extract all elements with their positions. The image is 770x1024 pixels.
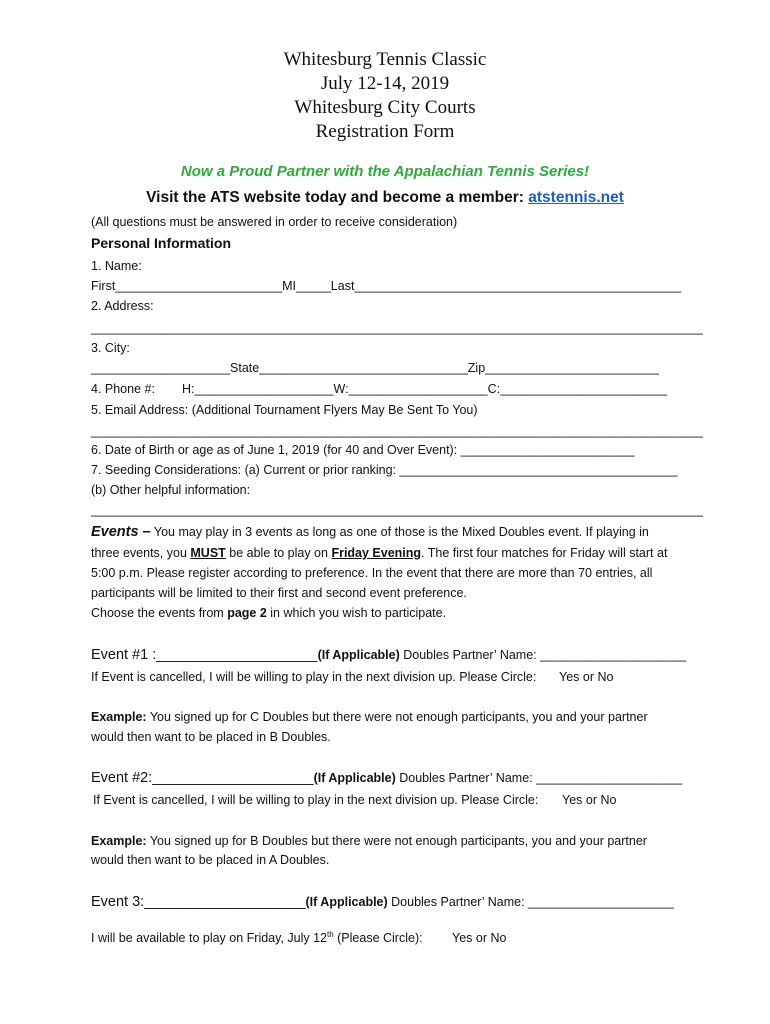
form-title-line-2: July 12-14, 2019 [320,73,450,94]
event-3-label: Event 3:____________________ [91,894,306,910]
example-label: Example: [91,834,147,848]
if-applicable-label: (If Applicable) [317,648,400,662]
phone-label: 4. Phone #: [91,382,155,396]
ats-website-link[interactable]: atstennis.net [528,189,624,206]
example-text: You signed up for B Doubles but there were not enough participants, you and your partner [146,834,647,848]
partner-announcement: Now a Proud Partner with the Appalachian Tennis Series! [180,163,590,180]
friday-text: I will be available to play on Friday, July 12 [91,931,327,945]
other-info-field-line[interactable]: ________________________________________________________________________________________ [91,503,703,517]
event-2-cancel-line [93,792,538,808]
events-para-line-2 [91,545,667,561]
friday-text: (Please Circle): [333,931,423,945]
email-field-line[interactable]: ________________________________________________________________________________________ [91,424,703,438]
name-label: 1. Name: [91,259,142,273]
address-label: 2. Address: [91,299,154,313]
events-heading: Events – [91,524,151,540]
events-para-line-3: 5:00 p.m. Please register according to preference. In the event that there are more than 70 entries, all [91,566,653,580]
city-state-zip-line[interactable]: ____________________State______________________________Zip_________________________ [91,361,659,375]
phone-field-line[interactable]: H:____________________W:____________________C:________________________ [182,382,667,396]
example-text: You signed up for C Doubles but there were not enough participants, you and your partner [146,710,648,724]
cancel-text: If Event is cancelled, I will be willing to play in the next division up. Please Circle: [93,793,539,807]
events-para-line-5 [91,605,446,621]
events-intro: You may play in 3 events as long as one of those is the Mixed Doubles event. If playing in [153,525,649,539]
partner-name-field[interactable]: Doubles Partner’ Name: _____________________ [387,895,674,909]
events-text: in which you wish to participate. [266,606,447,620]
visit-ats-line [0,189,770,207]
answer-note: (All questions must be answered in order to receive consideration) [91,215,458,229]
page-2-emphasis: page 2 [227,606,267,620]
event-1-yes-no[interactable]: Yes or No [559,670,614,684]
event-1-line[interactable] [91,647,686,663]
name-field-line[interactable]: First________________________MI_____Last_______________________________________________ [91,279,682,293]
partner-name-field[interactable]: Doubles Partner’ Name: _____________________ [399,648,687,662]
address-field-line[interactable]: ________________________________________________________________________________________ [91,321,703,335]
events-text: be able to play on [225,546,332,560]
dob-field-line[interactable]: 6. Date of Birth or age as of June 1, 2019 (for 40 and Over Event): _________________________ [91,443,635,457]
partner-name-field[interactable]: Doubles Partner’ Name: _____________________ [395,771,683,785]
events-para-line-1 [91,524,649,540]
other-info-label: (b) Other helpful information: [91,483,251,497]
example-2-line-1 [91,833,647,849]
friday-availability-line [91,930,423,946]
personal-info-heading: Personal Information [91,235,232,251]
event-2-yes-no[interactable]: Yes or No [562,793,617,807]
seeding-field-line[interactable]: 7. Seeding Considerations: (a) Current or prior ranking: ________________________________________ [91,463,678,477]
friday-evening-emphasis: Friday Evening [331,546,422,560]
date-suffix: th [327,929,334,939]
example-1-line-1 [91,709,648,725]
cancel-text: If Event is cancelled, I will be willing to play in the next division up. Please Circle: [91,670,537,684]
events-text: Choose the events from [91,606,228,620]
form-title-line-3: Whitesburg City Courts [294,97,476,118]
example-1-line-2: would then want to be placed in B Doubles. [91,730,331,744]
example-2-line-2: would then want to be placed in A Doubles. [91,853,330,867]
events-para-line-4: participants will be limited to their first and second event preference. [91,586,467,600]
event-1-cancel-line [91,669,536,685]
example-label: Example: [91,710,147,724]
events-text: three events, you [91,546,191,560]
form-title-line-1: Whitesburg Tennis Classic [283,49,487,70]
email-label: 5. Email Address: (Additional Tournament Flyers May Be Sent To You) [91,403,478,417]
visit-text: Visit the ATS website today and become a member: [146,189,524,206]
form-title-line-4: Registration Form [315,121,455,142]
must-emphasis: MUST [190,546,226,560]
friday-yes-no[interactable]: Yes or No [452,931,507,945]
if-applicable-label: (If Applicable) [305,895,388,909]
event-2-line[interactable] [91,770,682,786]
events-text: . The first four matches for Friday will start at [421,546,668,560]
if-applicable-label: (If Applicable) [313,771,396,785]
city-label: 3. City: [91,341,130,355]
event-3-line[interactable] [91,894,674,910]
event-1-label: Event #1 :____________________ [91,647,318,663]
event-2-label: Event #2:____________________ [91,770,314,786]
